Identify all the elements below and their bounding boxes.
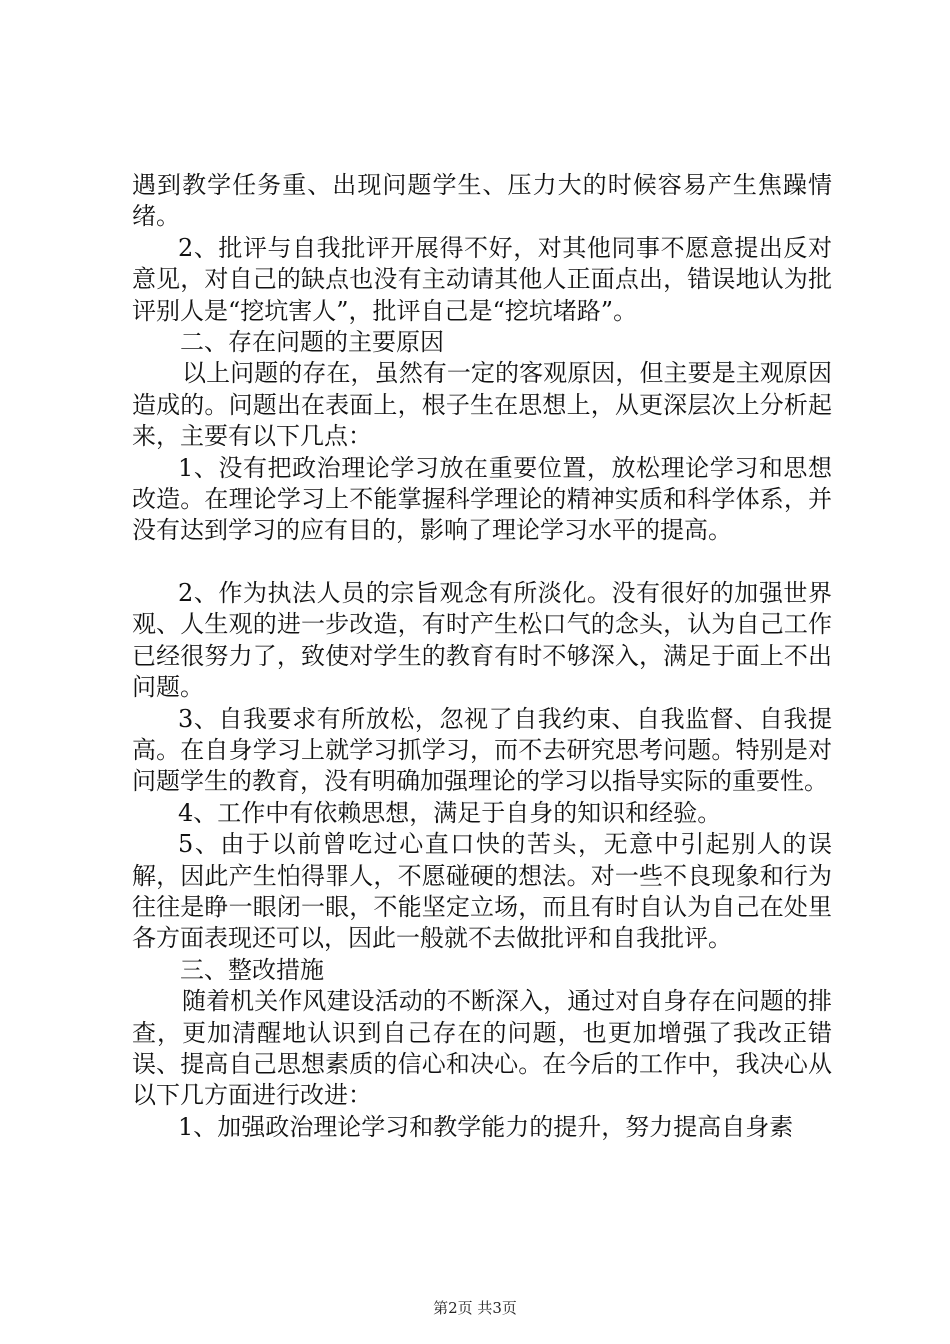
paragraph-causes-intro: 以上问题的存在，虽然有一定的客观原因，但主要是主观原因造成的。问题出在表面上，根子生在思想上，从更深层次上分析起来，主要有以下几点： (132, 359, 832, 451)
section-heading-causes: 二、存在问题的主要原因 (180, 328, 444, 357)
paragraph-cause-1: 1、没有把政治理论学习放在重要位置，放松理论学习和思想改造。在理论学习上不能掌握科学理论的精神实质和科学体系，并没有达到学习的应有目的，影响了理论学习水平的提高。 (132, 453, 832, 545)
paragraph-continuation: 遇到教学任务重、出现问题学生、压力大的时候容易产生焦躁情绪。 (132, 171, 832, 231)
paragraph-cause-2: 2、作为执法人员的宗旨观念有所淡化。没有很好的加强世界观、人生观的进一步改造，有时产生松口气的念头，认为自己工作已经很努力了，致使对学生的教育有时不够深入，满足于面上不出问题。 (132, 578, 832, 702)
paragraph-measure-1: 1、加强政治理论学习和教学能力的提升，努力提高自身素 (178, 1112, 794, 1141)
paragraph-cause-5: 5、由于以前曾吃过心直口快的苦头，无意中引起别人的误解，因此产生怕得罪人，不愿碰硬的想法。对一些不良现象和行为往往是睁一眼闭一眼，不能坚定立场，而且有时自认为自己在处里各方面表现还可以，因此一般就不去做批评和自我批评。 (132, 830, 832, 953)
paragraph-measures-intro: 随着机关作风建设活动的不断深入，通过对自身存在问题的排查，更加清醒地认识到自己存在的问题，也更加增强了我改正错误、提高自己思想素质的信心和决心。在今后的工作中，我决心从以下几方面进行改进： (132, 987, 832, 1110)
page-number-footer: 第2页 共3页 (433, 1299, 517, 1317)
paragraph-criticism: 2、批评与自我批评开展得不好，对其他同事不愿意提出反对意见，对自己的缺点也没有主动请其他人正面点出，错误地认为批评别人是“挖坑害人”，批评自己是“挖坑堵路”。 (132, 233, 832, 325)
document-body (132, 170, 832, 1143)
paragraph-cause-4: 4、工作中有依赖思想，满足于自身的知识和经验。 (178, 798, 722, 827)
paragraph-cause-3: 3、自我要求有所放松，忽视了自我约束、自我监督、自我提高。在自身学习上就学习抓学习，而不去研究思考问题。特别是对问题学生的教育，没有明确加强理论的学习以指导实际的重要性。 (132, 704, 832, 796)
section-heading-measures: 三、整改措施 (180, 955, 324, 984)
